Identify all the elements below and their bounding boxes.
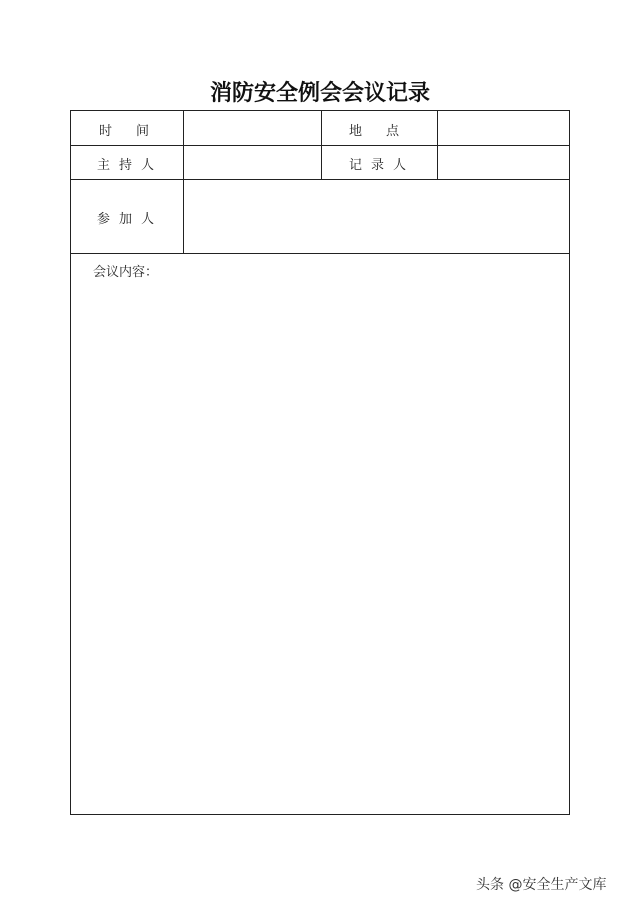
time-field[interactable] (193, 120, 315, 138)
column-divider-middle (321, 111, 322, 179)
document-title: 消防安全例会会议记录 (209, 81, 430, 106)
row-divider-2 (71, 179, 569, 180)
attendees-field[interactable] (193, 189, 561, 245)
content-label: 会议内容： (93, 265, 159, 280)
meeting-record-form (70, 110, 570, 815)
content-field[interactable] (93, 283, 549, 803)
place-field[interactable] (447, 120, 563, 138)
attendees-label: 参加人 (97, 212, 164, 227)
time-label: 时间 (99, 124, 174, 139)
host-field[interactable] (193, 154, 315, 172)
column-divider-right (437, 111, 438, 179)
source-watermark: 头条 @安全生产文库 (476, 877, 607, 893)
recorder-label: 记录人 (349, 158, 416, 173)
row-divider-1 (71, 145, 569, 146)
column-divider-label (183, 111, 184, 253)
host-label: 主持人 (97, 158, 164, 173)
row-divider-3 (71, 253, 569, 254)
place-label: 地点 (349, 124, 424, 139)
recorder-field[interactable] (447, 154, 563, 172)
